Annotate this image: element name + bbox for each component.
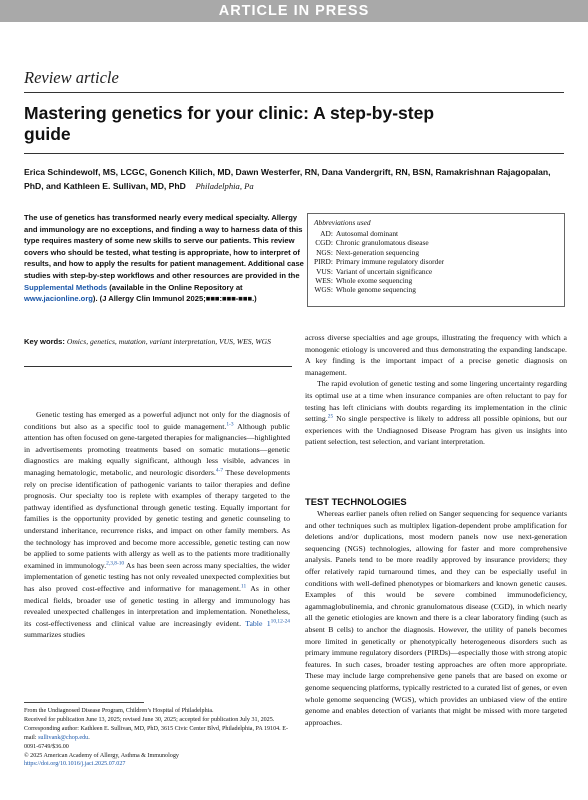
abbreviation-row	[314, 285, 444, 294]
footnote-received: Received for publication June 13, 2025; revised June 30, 2025; accepted for publication July 31, 2025.	[24, 716, 275, 723]
abstract-text: (available in the Online Repository at	[107, 282, 243, 292]
abbreviation-row	[314, 257, 444, 266]
body-paragraph	[24, 409, 290, 641]
footnote-rule	[24, 702, 144, 703]
abbr-definition: Next-generation sequencing	[335, 247, 420, 257]
abbr-key: PIRD:	[314, 257, 333, 267]
abbr-definition: Chronic granulomatous disease	[335, 238, 429, 248]
footnote-price: 0091-6749/$36.00	[24, 743, 69, 750]
abbreviation-row	[314, 238, 444, 247]
article-in-press-banner: ARTICLE IN PRESS	[0, 0, 588, 22]
abbreviations-box	[307, 213, 565, 307]
body-text: summarizes studies	[24, 630, 85, 640]
keywords-rule	[24, 366, 292, 367]
keywords	[24, 336, 292, 347]
abstract-text: The use of genetics has transformed nearly every medical specialty. Allergy and immunology are no exceptions, and finding a way to harness data of this type requires mastery of some new skills to serve our patients. This review covers who should be tested, what testing is appropriate, how to interpret of results, and how to apply the results for patient management. Additional case studies with step-by-step workflows and other resources are provided in the	[24, 213, 304, 280]
section-heading: TEST TECHNOLOGIES	[305, 496, 407, 507]
abbreviation-row	[314, 248, 444, 257]
author-list	[24, 165, 569, 193]
abbr-key: WGS:	[314, 285, 333, 295]
abbr-definition: Autosomal dominant	[335, 229, 399, 238]
footnote-copyright: © 2025 American Academy of Allergy, Asthma & Immunology	[24, 752, 179, 759]
abbr-definition: Whole exome sequencing	[335, 276, 413, 286]
keywords-label: Key words:	[24, 337, 65, 346]
body-text: Genetic testing has emerged as a powerful adjunct not only for the diagnosis of conditions but also as a specific tool to guide management.	[24, 410, 290, 431]
abbr-definition: Whole genome sequencing	[335, 285, 416, 295]
abbr-key: AD:	[320, 229, 333, 238]
abbr-key: NGS:	[316, 247, 333, 257]
email-link[interactable]: sullivank@chop.edu	[38, 734, 89, 741]
abbreviations-title: Abbreviations used	[314, 218, 371, 227]
reference-link[interactable]: 11	[240, 583, 247, 590]
footnote-corresponding	[24, 725, 292, 743]
body-right-column-bottom	[305, 508, 567, 728]
body-paragraph: across diverse specialties and age groups, illustrating the frequency with which a monogenic etiology is uncovered and thus demonstrating the expanding landscape. A key finding is the important impact of a precise genetic diagnosis on management.	[305, 333, 567, 377]
footnote-text: .	[88, 734, 90, 741]
abbr-key: CGD:	[315, 238, 333, 248]
jacionline-link[interactable]: www.jacionline.org	[24, 294, 93, 304]
footnote-text: Corresponding author: Kathleen E. Sullivan, MD, PhD, 3615 Civic Center Blvd, Philadelphia, PA 19104. E-mail:	[24, 725, 288, 741]
article-type: Review article	[24, 68, 119, 87]
abbr-key: VUS:	[316, 266, 333, 276]
abbr-key: WES:	[315, 276, 333, 286]
footnotes	[24, 707, 292, 769]
abstract	[24, 212, 304, 305]
reference-link[interactable]: 4-7	[215, 467, 224, 474]
doi-link[interactable]: https://doi.org/10.1016/j.jaci.2025.07.027	[24, 761, 126, 768]
body-right-column-top	[305, 332, 567, 448]
supplemental-methods-link[interactable]: Supplemental Methods	[24, 282, 108, 292]
header-rule	[24, 92, 564, 93]
reference-link[interactable]: 2,3,8-10	[106, 560, 125, 567]
body-paragraph: Whereas earlier panels often relied on Sanger sequencing for sequence variants and other techniques such as multiplex ligation-dependent probe amplification for deletions and/or duplications, most modern panels now use next-generation sequencing (NGS) technologies, allowing for faster and more comprehensive analysis. Panels tend to be more readily approved by insurance providers; they offer relatively rapid turnaround times, and they can be especially useful in conditions with well-defined phenotypes or biomarkers and known genetic causes. Examples of this would be severe combined immunodeficiency, agammaglobulinemia, and chronic granulomatous disease (CGD), in which nearly all the genetic etiologies are known and there is a clear laboratory finding (such as absent B cells) to anchor the diagnosis. However, the utility of panels becomes more limited in genetically or phenotypically heterogeneous disorders such as primary immune regulatory disorders (PIRDs)—especially those with strong atopic features. In such cases, broader testing approaches are often more appropriate. These may include large comprehensive gene panels that are based on exome or genome sequencing platforms, typically restricted to a curated list of genes, or even whole genome sequencing (WGS), which provides an unbiased view of the entire genome and enables detection of variants that might be missed with more targeted approaches.	[305, 509, 567, 727]
article-title: Mastering genetics for your clinic: A step-by-step guide	[24, 103, 435, 144]
abbr-definition: Variant of uncertain significance	[335, 266, 433, 276]
body-text: These developments rely on precise identification of pathogenic variants to tailor therapies and define prognosis. Our specialty too is replete with examples of therapy targeted to the pathway identified as dysfunctional through genetic testing. Equally important for families is the opportunity provided by genetic testing and genetic counseling to understand inheritance, recurrence risks, and impact on other family members. As the technology has improved and become more accessible, genetic testing can now be applied to some patients with allergy as well as to the patients more traditionally examined in immunology.	[24, 467, 290, 570]
title-rule	[24, 153, 564, 154]
body-left-column	[24, 409, 290, 641]
abstract-citation: ). (J Allergy Clin Immunol 2025;■■■:■■■-■■■.)	[92, 294, 257, 304]
table-1-link[interactable]: Table 1	[245, 618, 271, 628]
reference-link[interactable]: 25	[327, 413, 334, 420]
body-text: As has been seen across many specialties, the wider implementation of genetic testing has not only revealed unexpected complexities but has also proved cost-effective and informative for management.	[24, 560, 290, 593]
body-text: Although public attention has often focused on gene-targeted therapies for malignancies—highlighted in advertisements promoting treatments based on somatic mutations—genetic diagnostics are making equally significant, although less visible, advances in managing hematologic, metabolic, and neurologic disorders.	[24, 421, 290, 477]
abbreviation-row	[314, 276, 444, 285]
body-text: The rapid evolution of genetic testing and some lingering uncertainty regarding its optimal use at a time when insurance companies are often reluctant to pay for testing has left clinicians with doubts regarding its implementation in the clinic setting.	[305, 379, 567, 424]
abbr-definition: Primary immune regulatory disorder	[335, 257, 445, 267]
authors-names: Erica Schindewolf, MS, LCGC, Gonench Kilich, MD, Dawn Westerfer, RN, Dana Vandergrift, RN, BSN, Ramakrishnan Rajagopalan, PhD, and Kathleen E. Sullivan, MD, PhD	[24, 167, 551, 191]
affiliation-location: Philadelphia, Pa	[195, 181, 254, 191]
abbreviation-row	[314, 267, 444, 276]
reference-link[interactable]: 10,12-24	[270, 618, 290, 625]
abbreviations-table	[314, 229, 444, 295]
abbreviation-row	[314, 229, 444, 238]
keywords-text: Omics, genetics, mutation, variant interpretation, VUS, WES, WGS	[64, 337, 271, 346]
reference-link[interactable]: 1-3	[226, 421, 234, 427]
body-text: As in other medical fields, broader use of genetic testing in allergy and immunology has revealed unexpected challenges in interpretation and implementation. Nonetheless, its cost-effectiveness and clinical value are increasingly evident.	[24, 583, 290, 628]
body-paragraph	[305, 378, 567, 448]
body-text: No single perspective is likely to address all possible opinions, but our experiences with the Undiagnosed Disease Program has given us insights into patient selection, test selection, and variant interpretation.	[305, 414, 567, 447]
footnote-affiliation: From the Undiagnosed Disease Program, Children’s Hospital of Philadelphia.	[24, 708, 214, 714]
